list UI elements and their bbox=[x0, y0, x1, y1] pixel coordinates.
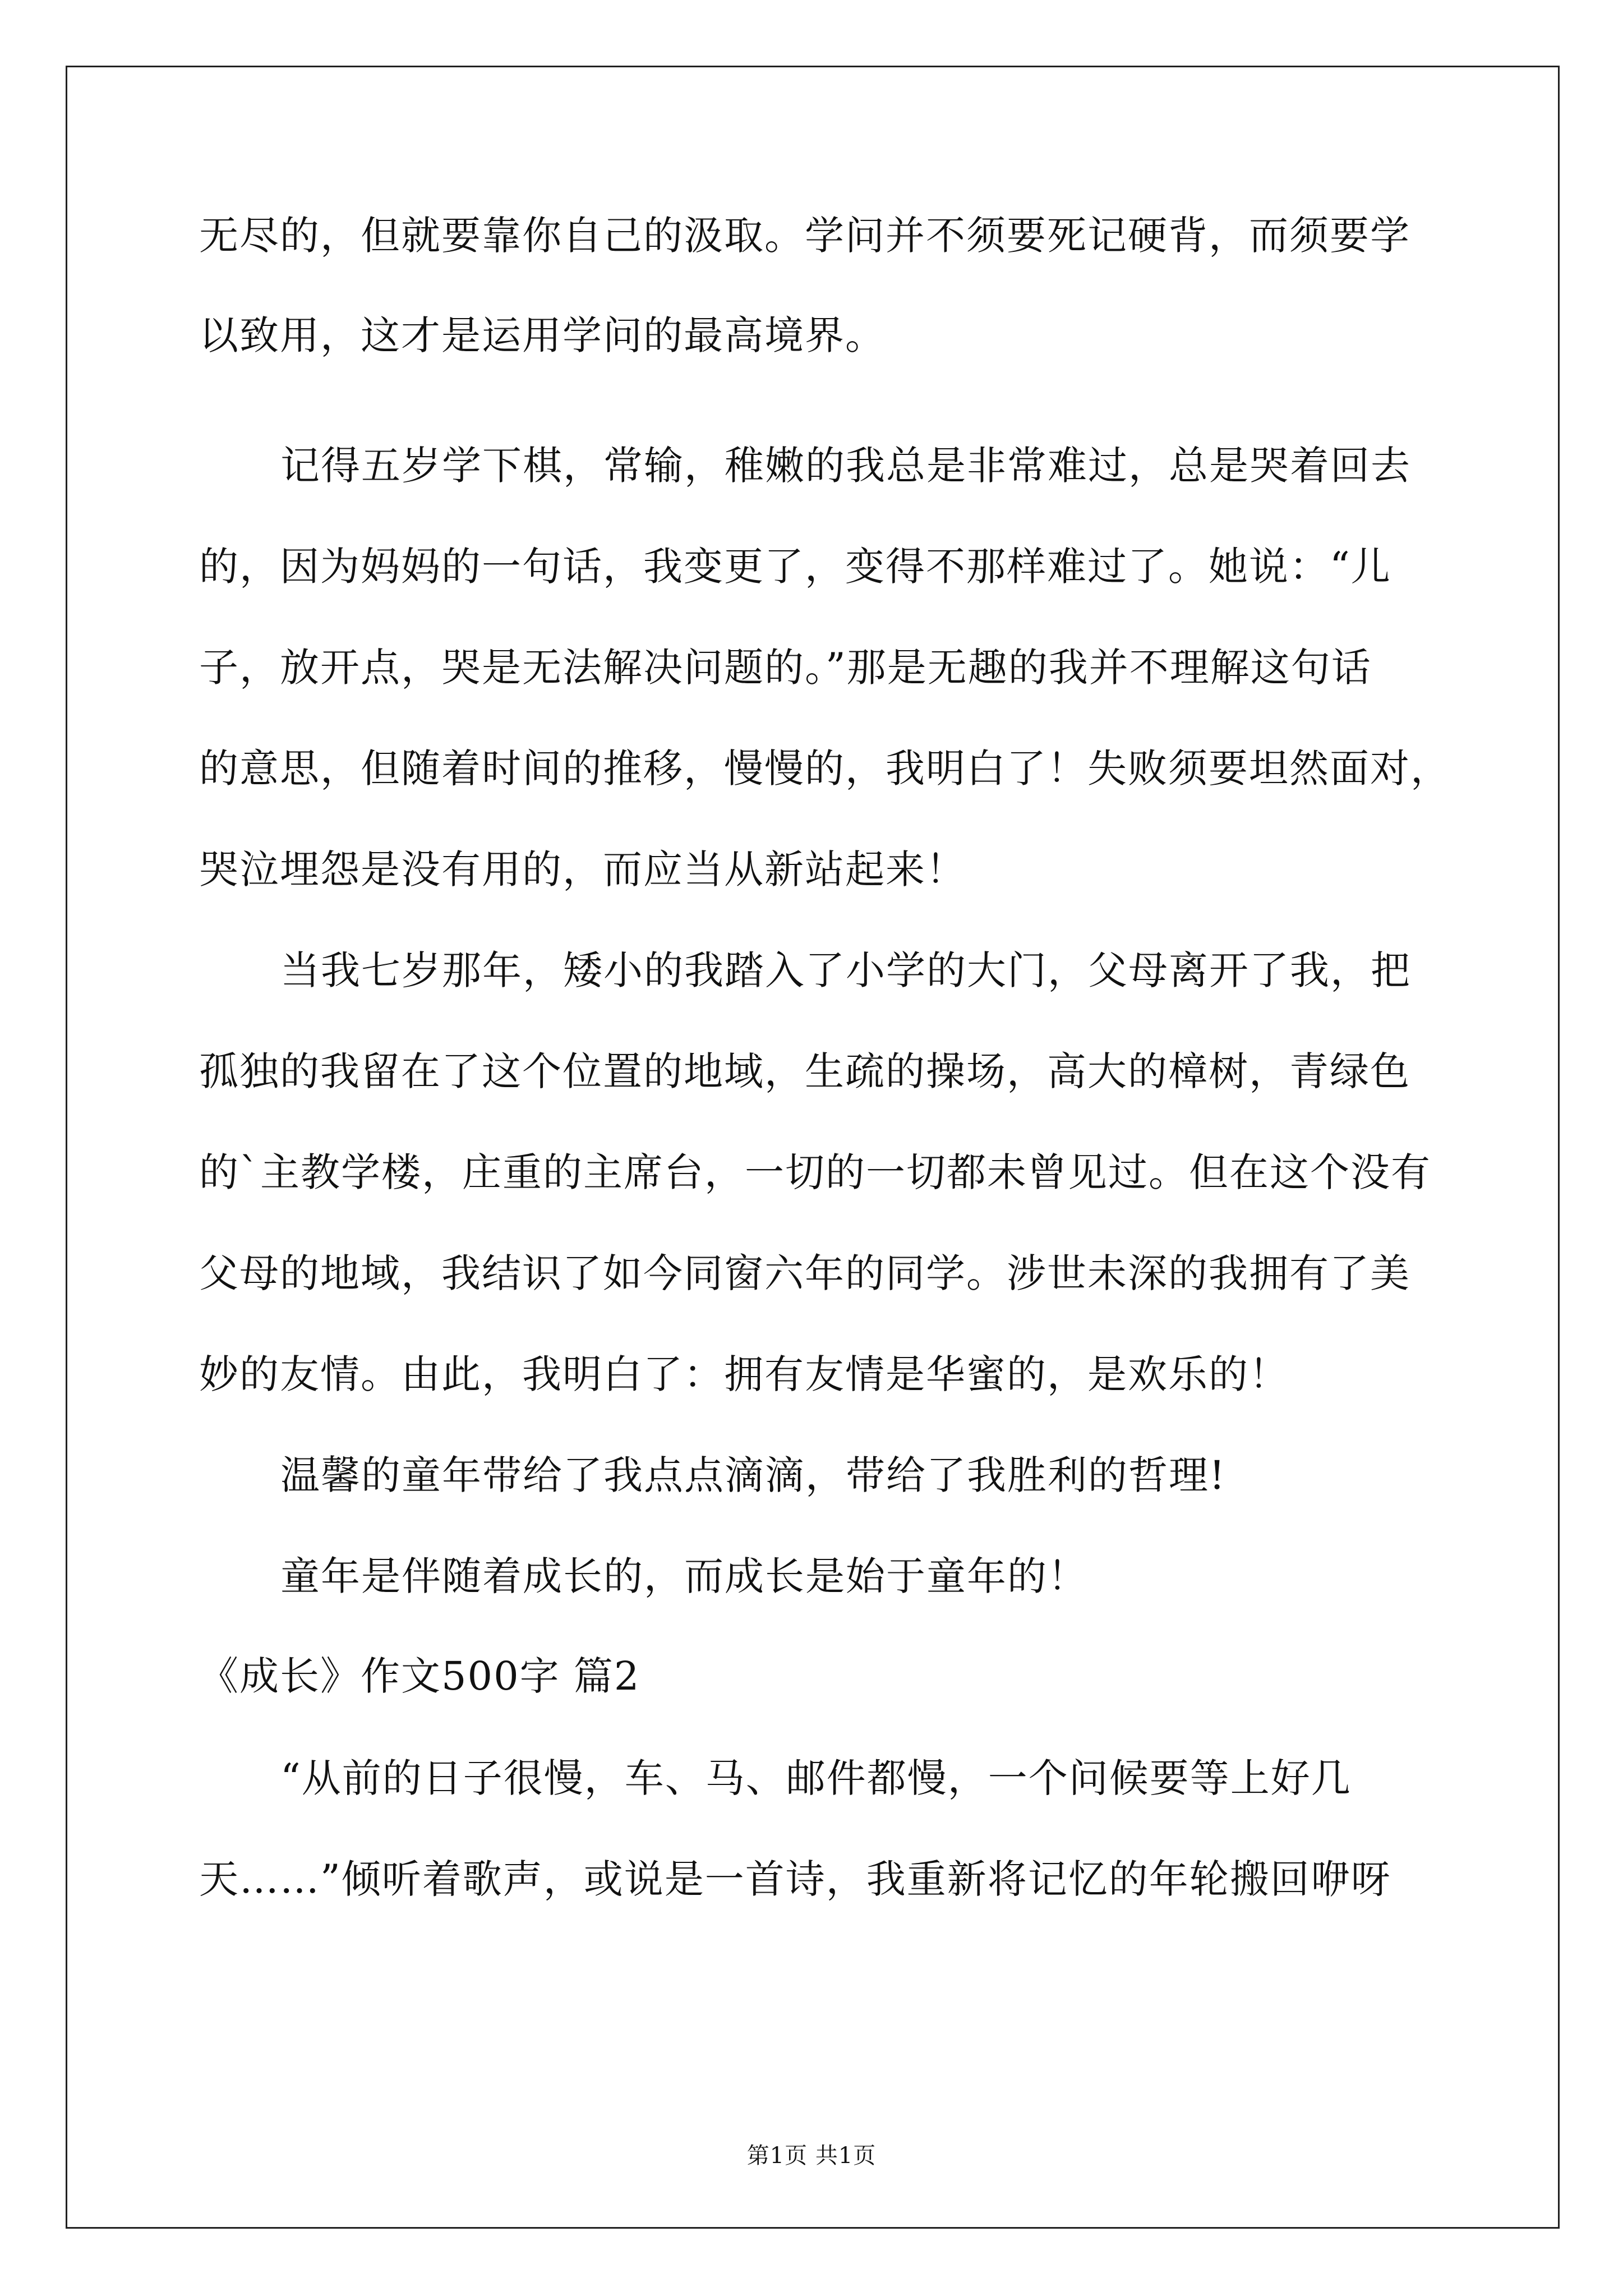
paragraph-line: 以致用，这才是运用学问的最高境界。 bbox=[199, 312, 886, 358]
paragraph-line: 无尽的，但就要靠你自己的汲取。学问并不须要死记硬背，而须要学 bbox=[199, 213, 1410, 259]
paragraph-line: 的，因为妈妈的一句话，我变更了，变得不那样难过了。她说：“儿 bbox=[199, 544, 1391, 590]
paragraph-line: 父母的地域，我结识了如今同窗六年的同学。涉世未深的我拥有了美 bbox=[199, 1250, 1410, 1296]
paragraph-line: 子，放开点，哭是无法解决问题的。”那是无趣的我并不理解这句话 bbox=[199, 645, 1372, 691]
paragraph-line: 哭泣埋怨是没有用的，而应当从新站起来！ bbox=[199, 846, 966, 892]
paragraph-line: 天……”倾听着歌声，或说是一首诗，我重新将记忆的年轮搬回咿呀 bbox=[199, 1856, 1391, 1902]
paragraph-line: 温馨的童年带给了我点点滴滴，带给了我胜利的哲理! bbox=[280, 1452, 1227, 1498]
paragraph-line: 记得五岁学下棋，常输，稚嫩的我总是非常难过，总是哭着回去 bbox=[280, 443, 1411, 489]
paragraph-line: 童年是伴随着成长的，而成长是始于童年的！ bbox=[280, 1553, 1088, 1599]
paragraph-line: 的`主教学楼，庄重的主席台，一切的一切都未曾见过。但在这个没有 bbox=[199, 1149, 1431, 1195]
section-heading: 《成长》作文500字 篇2 bbox=[199, 1653, 640, 1699]
paragraph-line: 妙的友情。由此，我明白了：拥有友情是华蜜的，是欢乐的！ bbox=[199, 1351, 1289, 1397]
paragraph-line: 当我七岁那年，矮小的我踏入了小学的大门，父母离开了我，把 bbox=[280, 947, 1411, 993]
paragraph-line: “从前的日子很慢，车、马、邮件都慢，一个问候要等上好几 bbox=[280, 1755, 1352, 1801]
page-number-footer: 第1页 共1页 bbox=[746, 2143, 877, 2169]
paragraph-line: 的意思，但随着时间的推移，慢慢的，我明白了！失败须要坦然面对， bbox=[199, 746, 1451, 792]
paragraph-line: 孤独的我留在了这个位置的地域，生疏的操场，高大的樟树，青绿色 bbox=[199, 1048, 1410, 1094]
